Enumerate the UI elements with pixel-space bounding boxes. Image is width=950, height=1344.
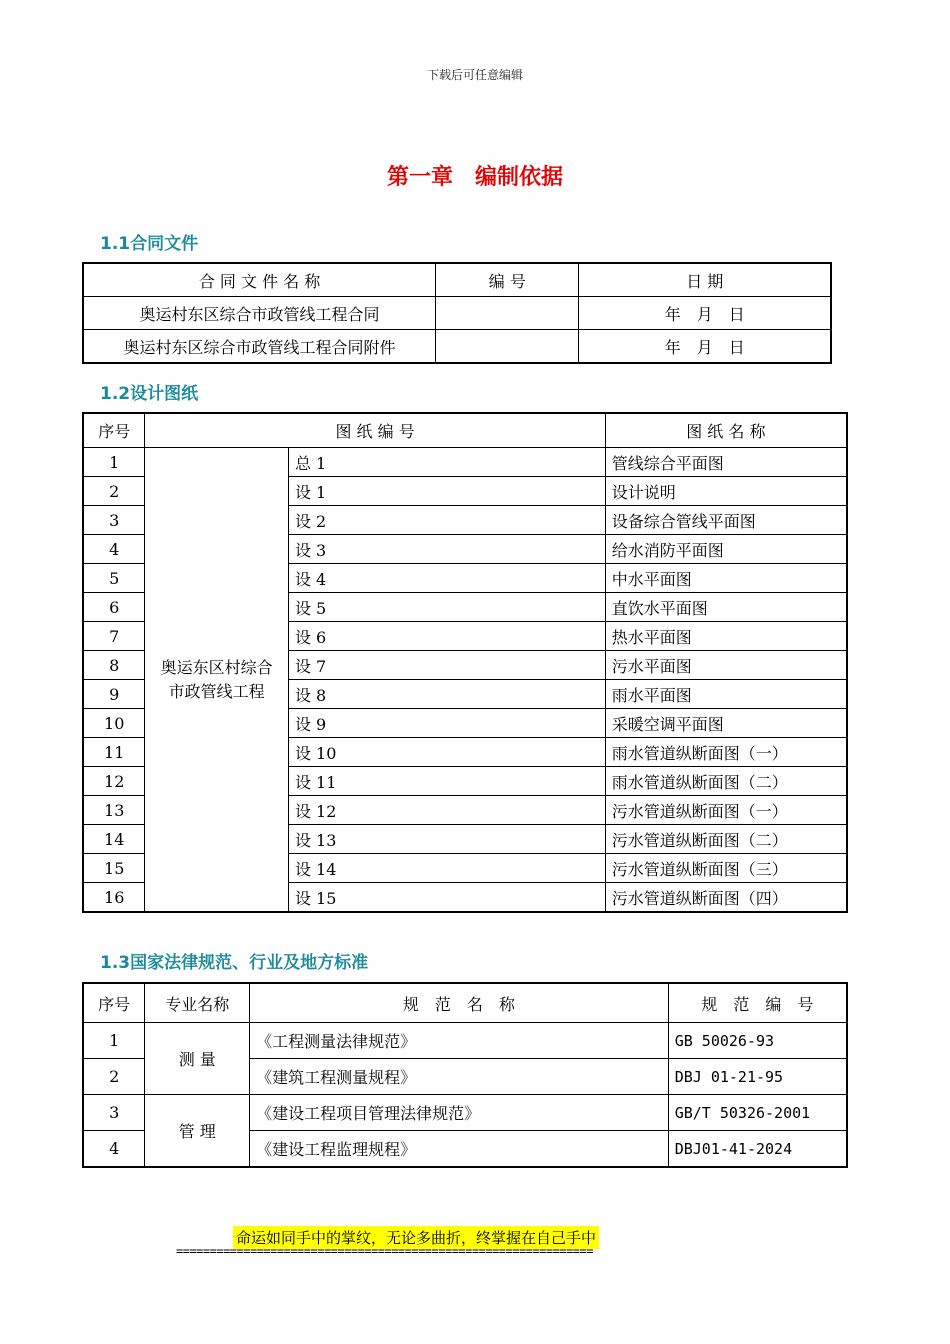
standards-table [82, 982, 848, 1168]
section-title-drawings: 1.2设计图纸 [100, 384, 199, 404]
row-number: 1 [83, 1023, 145, 1059]
header-cell: 规 范 编 号 [668, 983, 847, 1023]
drawing-name: 污水管道纵断面图（二） [605, 825, 847, 854]
drawing-name: 管线综合平面图 [605, 448, 847, 477]
drawing-code: 设 2 [288, 506, 605, 535]
row-number: 4 [83, 535, 145, 564]
row-number: 2 [83, 1059, 145, 1095]
drawing-code: 设 13 [288, 825, 605, 854]
footer-divider: ============================================================== [176, 1244, 593, 1258]
drawings-table [82, 412, 848, 913]
contract-name: 奥运村东区综合市政管线工程合同 [83, 297, 436, 330]
top-note: 下载后可任意编辑 [426, 68, 523, 82]
row-number: 5 [83, 564, 145, 593]
header-cell: 专业名称 [145, 983, 250, 1023]
table-header-row [83, 413, 847, 448]
standard-code: GB 50026-93 [668, 1023, 847, 1059]
drawing-code: 设 5 [288, 593, 605, 622]
contract-table [82, 262, 832, 364]
chapter-title: 第一章 编制依据 [386, 165, 563, 190]
drawing-name: 中水平面图 [605, 564, 847, 593]
drawing-name: 给水消防平面图 [605, 535, 847, 564]
row-number: 13 [83, 796, 145, 825]
drawing-name: 热水平面图 [605, 622, 847, 651]
row-number: 15 [83, 854, 145, 883]
header-cell: 图 纸 编 号 [145, 413, 605, 448]
drawing-name: 污水管道纵断面图（一） [605, 796, 847, 825]
standard-name: 《建设工程项目管理法律规范》 [250, 1095, 669, 1131]
drawing-name: 雨水管道纵断面图（一） [605, 738, 847, 767]
drawing-name: 采暖空调平面图 [605, 709, 847, 738]
drawing-code: 设 8 [288, 680, 605, 709]
drawing-name: 设备综合管线平面图 [605, 506, 847, 535]
header-cell: 日 期 [579, 263, 831, 297]
drawing-code: 设 12 [288, 796, 605, 825]
row-number: 7 [83, 622, 145, 651]
drawing-code: 设 10 [288, 738, 605, 767]
contract-code [436, 297, 579, 330]
row-number: 3 [83, 506, 145, 535]
header-cell: 序号 [83, 983, 145, 1023]
drawing-code: 设 15 [288, 883, 605, 913]
table-header-row [83, 983, 847, 1023]
drawing-name: 污水管道纵断面图（三） [605, 854, 847, 883]
header-cell: 图 纸 名 称 [605, 413, 847, 448]
standard-code: GB/T 50326-2001 [668, 1095, 847, 1131]
table-header-row [83, 263, 831, 297]
table-row [83, 1095, 847, 1131]
discipline-name: 测 量 [145, 1023, 250, 1095]
section-title-standards: 1.3国家法律规范、行业及地方标准 [100, 953, 369, 973]
table-row [83, 1023, 847, 1059]
header-cell: 序号 [83, 413, 145, 448]
drawing-code: 设 3 [288, 535, 605, 564]
drawing-code: 设 7 [288, 651, 605, 680]
row-number: 14 [83, 825, 145, 854]
standard-name: 《建设工程监理规程》 [250, 1131, 669, 1168]
drawing-name: 直饮水平面图 [605, 593, 847, 622]
section-title-contracts: 1.1合同文件 [100, 234, 199, 254]
header-cell: 规 范 名 称 [250, 983, 669, 1023]
discipline-name: 管 理 [145, 1095, 250, 1168]
footer-quote: 命运如同手中的掌纹，无论多曲折，终掌握在自己手中 [233, 1226, 599, 1249]
contract-name: 奥运村东区综合市政管线工程合同附件 [83, 330, 436, 364]
drawing-code: 总 1 [288, 448, 605, 477]
drawing-name: 设计说明 [605, 477, 847, 506]
project-group-label: 奥运东区村综合市政管线工程 [145, 448, 289, 913]
drawing-name: 雨水平面图 [605, 680, 847, 709]
standard-code: DBJ01-41-2024 [668, 1131, 847, 1168]
row-number: 11 [83, 738, 145, 767]
drawing-code: 设 14 [288, 854, 605, 883]
row-number: 2 [83, 477, 145, 506]
table-row [83, 448, 847, 477]
contract-code [436, 330, 579, 364]
contract-date: 年 月 日 [579, 297, 831, 330]
row-number: 9 [83, 680, 145, 709]
row-number: 8 [83, 651, 145, 680]
header-cell: 合 同 文 件 名 称 [83, 263, 436, 297]
drawing-code: 设 4 [288, 564, 605, 593]
drawing-code: 设 6 [288, 622, 605, 651]
contract-date: 年 月 日 [579, 330, 831, 364]
row-number: 4 [83, 1131, 145, 1168]
row-number: 10 [83, 709, 145, 738]
row-number: 1 [83, 448, 145, 477]
row-number: 6 [83, 593, 145, 622]
drawing-code: 设 9 [288, 709, 605, 738]
drawing-code: 设 1 [288, 477, 605, 506]
drawing-name: 污水管道纵断面图（四） [605, 883, 847, 913]
row-number: 16 [83, 883, 145, 913]
table-row [83, 297, 831, 330]
row-number: 3 [83, 1095, 145, 1131]
drawing-name: 雨水管道纵断面图（二） [605, 767, 847, 796]
table-row [83, 330, 831, 364]
drawing-code: 设 11 [288, 767, 605, 796]
standard-code: DBJ 01-21-95 [668, 1059, 847, 1095]
drawing-name: 污水平面图 [605, 651, 847, 680]
standard-name: 《工程测量法律规范》 [250, 1023, 669, 1059]
row-number: 12 [83, 767, 145, 796]
header-cell: 编 号 [436, 263, 579, 297]
standard-name: 《建筑工程测量规程》 [250, 1059, 669, 1095]
